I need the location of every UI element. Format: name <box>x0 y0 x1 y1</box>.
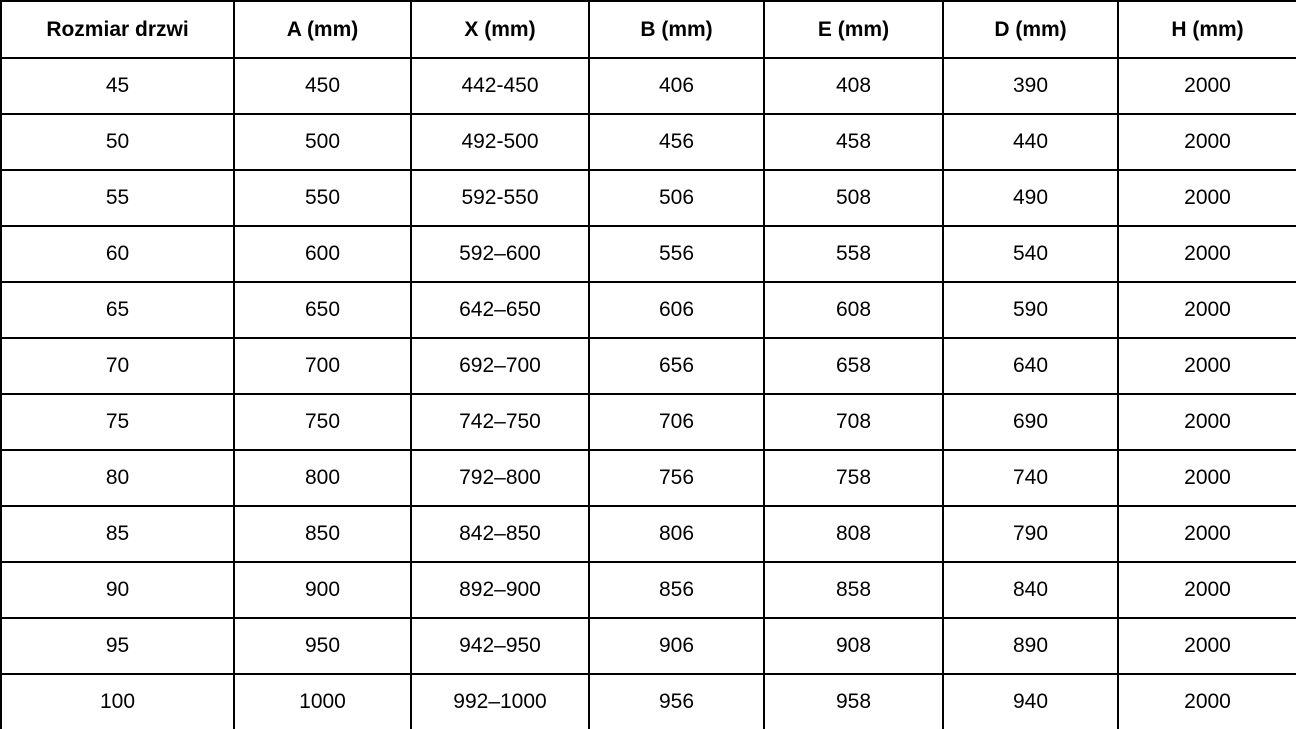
table-cell: 508 <box>764 170 943 226</box>
table-row <box>1 226 1296 282</box>
table-cell: 792–800 <box>411 450 589 506</box>
table-cell: 806 <box>589 506 764 562</box>
table-cell: 956 <box>589 674 764 729</box>
table-cell: 608 <box>764 282 943 338</box>
column-header: E (mm) <box>764 1 943 58</box>
table-cell: 940 <box>943 674 1118 729</box>
table-row <box>1 338 1296 394</box>
table-cell: 742–750 <box>411 394 589 450</box>
table-cell: 740 <box>943 450 1118 506</box>
table-cell: 506 <box>589 170 764 226</box>
table-cell: 60 <box>1 226 234 282</box>
table-cell: 558 <box>764 226 943 282</box>
table-cell: 890 <box>943 618 1118 674</box>
table-cell: 900 <box>234 562 411 618</box>
table-cell: 658 <box>764 338 943 394</box>
table-row <box>1 394 1296 450</box>
table-cell: 892–900 <box>411 562 589 618</box>
table-cell: 590 <box>943 282 1118 338</box>
table-row <box>1 450 1296 506</box>
table-cell: 840 <box>943 562 1118 618</box>
column-header: H (mm) <box>1118 1 1296 58</box>
table-row <box>1 58 1296 114</box>
column-header: X (mm) <box>411 1 589 58</box>
table-cell: 85 <box>1 506 234 562</box>
table-cell: 708 <box>764 394 943 450</box>
table-cell: 800 <box>234 450 411 506</box>
table-cell: 2000 <box>1118 114 1296 170</box>
table-cell: 650 <box>234 282 411 338</box>
table-row <box>1 562 1296 618</box>
table-body <box>1 58 1296 729</box>
table-cell: 492-500 <box>411 114 589 170</box>
table-cell: 2000 <box>1118 506 1296 562</box>
table-cell: 942–950 <box>411 618 589 674</box>
table-row <box>1 114 1296 170</box>
table-cell: 756 <box>589 450 764 506</box>
table-cell: 50 <box>1 114 234 170</box>
table-cell: 2000 <box>1118 282 1296 338</box>
table-row <box>1 674 1296 729</box>
table-cell: 2000 <box>1118 394 1296 450</box>
table-cell: 2000 <box>1118 338 1296 394</box>
table-cell: 958 <box>764 674 943 729</box>
table-cell: 490 <box>943 170 1118 226</box>
column-header: D (mm) <box>943 1 1118 58</box>
table-cell: 908 <box>764 618 943 674</box>
table-cell: 2000 <box>1118 450 1296 506</box>
table-cell: 808 <box>764 506 943 562</box>
table-cell: 2000 <box>1118 226 1296 282</box>
table-cell: 500 <box>234 114 411 170</box>
column-header: B (mm) <box>589 1 764 58</box>
table-cell: 90 <box>1 562 234 618</box>
table-cell: 850 <box>234 506 411 562</box>
table-cell: 856 <box>589 562 764 618</box>
table-cell: 656 <box>589 338 764 394</box>
column-header: Rozmiar drzwi <box>1 1 234 58</box>
table-cell: 65 <box>1 282 234 338</box>
table-cell: 2000 <box>1118 674 1296 729</box>
table-cell: 700 <box>234 338 411 394</box>
table-cell: 540 <box>943 226 1118 282</box>
table-cell: 45 <box>1 58 234 114</box>
table-cell: 2000 <box>1118 170 1296 226</box>
table-cell: 550 <box>234 170 411 226</box>
table-cell: 80 <box>1 450 234 506</box>
table-cell: 1000 <box>234 674 411 729</box>
table-cell: 758 <box>764 450 943 506</box>
table-cell: 600 <box>234 226 411 282</box>
table-cell: 950 <box>234 618 411 674</box>
column-header: A (mm) <box>234 1 411 58</box>
table-cell: 642–650 <box>411 282 589 338</box>
table-head <box>1 1 1296 58</box>
table-cell: 70 <box>1 338 234 394</box>
table-cell: 408 <box>764 58 943 114</box>
table-cell: 450 <box>234 58 411 114</box>
table-cell: 906 <box>589 618 764 674</box>
table-cell: 790 <box>943 506 1118 562</box>
table-cell: 2000 <box>1118 562 1296 618</box>
table-cell: 858 <box>764 562 943 618</box>
header-row <box>1 1 1296 58</box>
table-cell: 592-550 <box>411 170 589 226</box>
table-cell: 692–700 <box>411 338 589 394</box>
table-cell: 55 <box>1 170 234 226</box>
table-cell: 992–1000 <box>411 674 589 729</box>
table-cell: 406 <box>589 58 764 114</box>
table-cell: 2000 <box>1118 58 1296 114</box>
table-cell: 640 <box>943 338 1118 394</box>
table-cell: 458 <box>764 114 943 170</box>
table-cell: 456 <box>589 114 764 170</box>
table-row <box>1 170 1296 226</box>
table-cell: 606 <box>589 282 764 338</box>
table-cell: 690 <box>943 394 1118 450</box>
table-row <box>1 506 1296 562</box>
table-cell: 592–600 <box>411 226 589 282</box>
table-cell: 706 <box>589 394 764 450</box>
table-cell: 556 <box>589 226 764 282</box>
table-cell: 100 <box>1 674 234 729</box>
table-cell: 750 <box>234 394 411 450</box>
table-cell: 390 <box>943 58 1118 114</box>
table-cell: 442-450 <box>411 58 589 114</box>
table-cell: 440 <box>943 114 1118 170</box>
table-cell: 2000 <box>1118 618 1296 674</box>
table-cell: 75 <box>1 394 234 450</box>
table-row <box>1 618 1296 674</box>
table-cell: 95 <box>1 618 234 674</box>
table-row <box>1 282 1296 338</box>
table-cell: 842–850 <box>411 506 589 562</box>
